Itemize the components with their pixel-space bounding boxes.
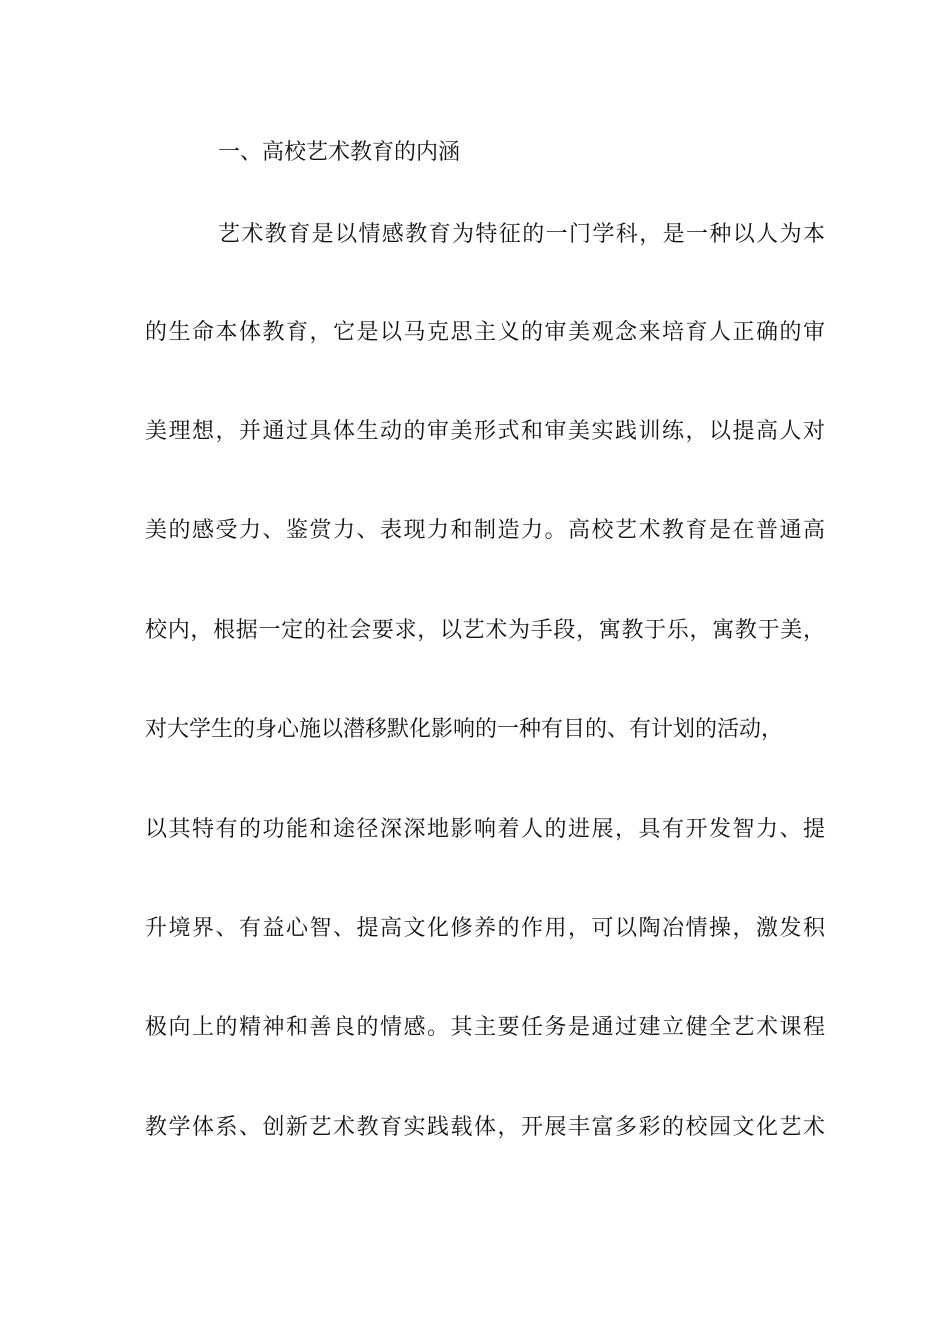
paragraph-line: 艺术教育是以情感教育为特征的一门学科，是一种以人为本: [218, 222, 825, 247]
paragraph-line: 美理想，并通过具体生动的审美形式和审美实践训练，以提高人对: [145, 419, 825, 444]
paragraph-line: 的生命本体教育，它是以马克思主义的审美观念来培育人正确的审: [145, 320, 825, 345]
paragraph-line: 以其特有的功能和途径深深地影响着人的进展，具有开发智力、提: [145, 817, 825, 842]
paragraph-line: 对大学生的身心施以潜移默化影响的一种有目的、有计划的活动，: [145, 717, 784, 742]
section-heading: 一、高校艺术教育的内涵: [218, 140, 461, 165]
paragraph-line: 教学体系、创新艺术教育实践载体，开展丰富多彩的校园文化艺术: [145, 1115, 825, 1140]
paragraph-line: 升境界、有益心智、提高文化修养的作用，可以陶冶情操，激发积: [145, 916, 825, 941]
paragraph-line: 美的感受力、鉴赏力、表现力和制造力。高校艺术教育是在普通高: [145, 518, 825, 543]
paragraph-line: 极向上的精神和善良的情感。其主要任务是通过建立健全艺术课程: [145, 1015, 825, 1040]
paragraph-line: 校内，根据一定的社会要求，以艺术为手段，寓教于乐，寓教于美，: [145, 618, 825, 643]
